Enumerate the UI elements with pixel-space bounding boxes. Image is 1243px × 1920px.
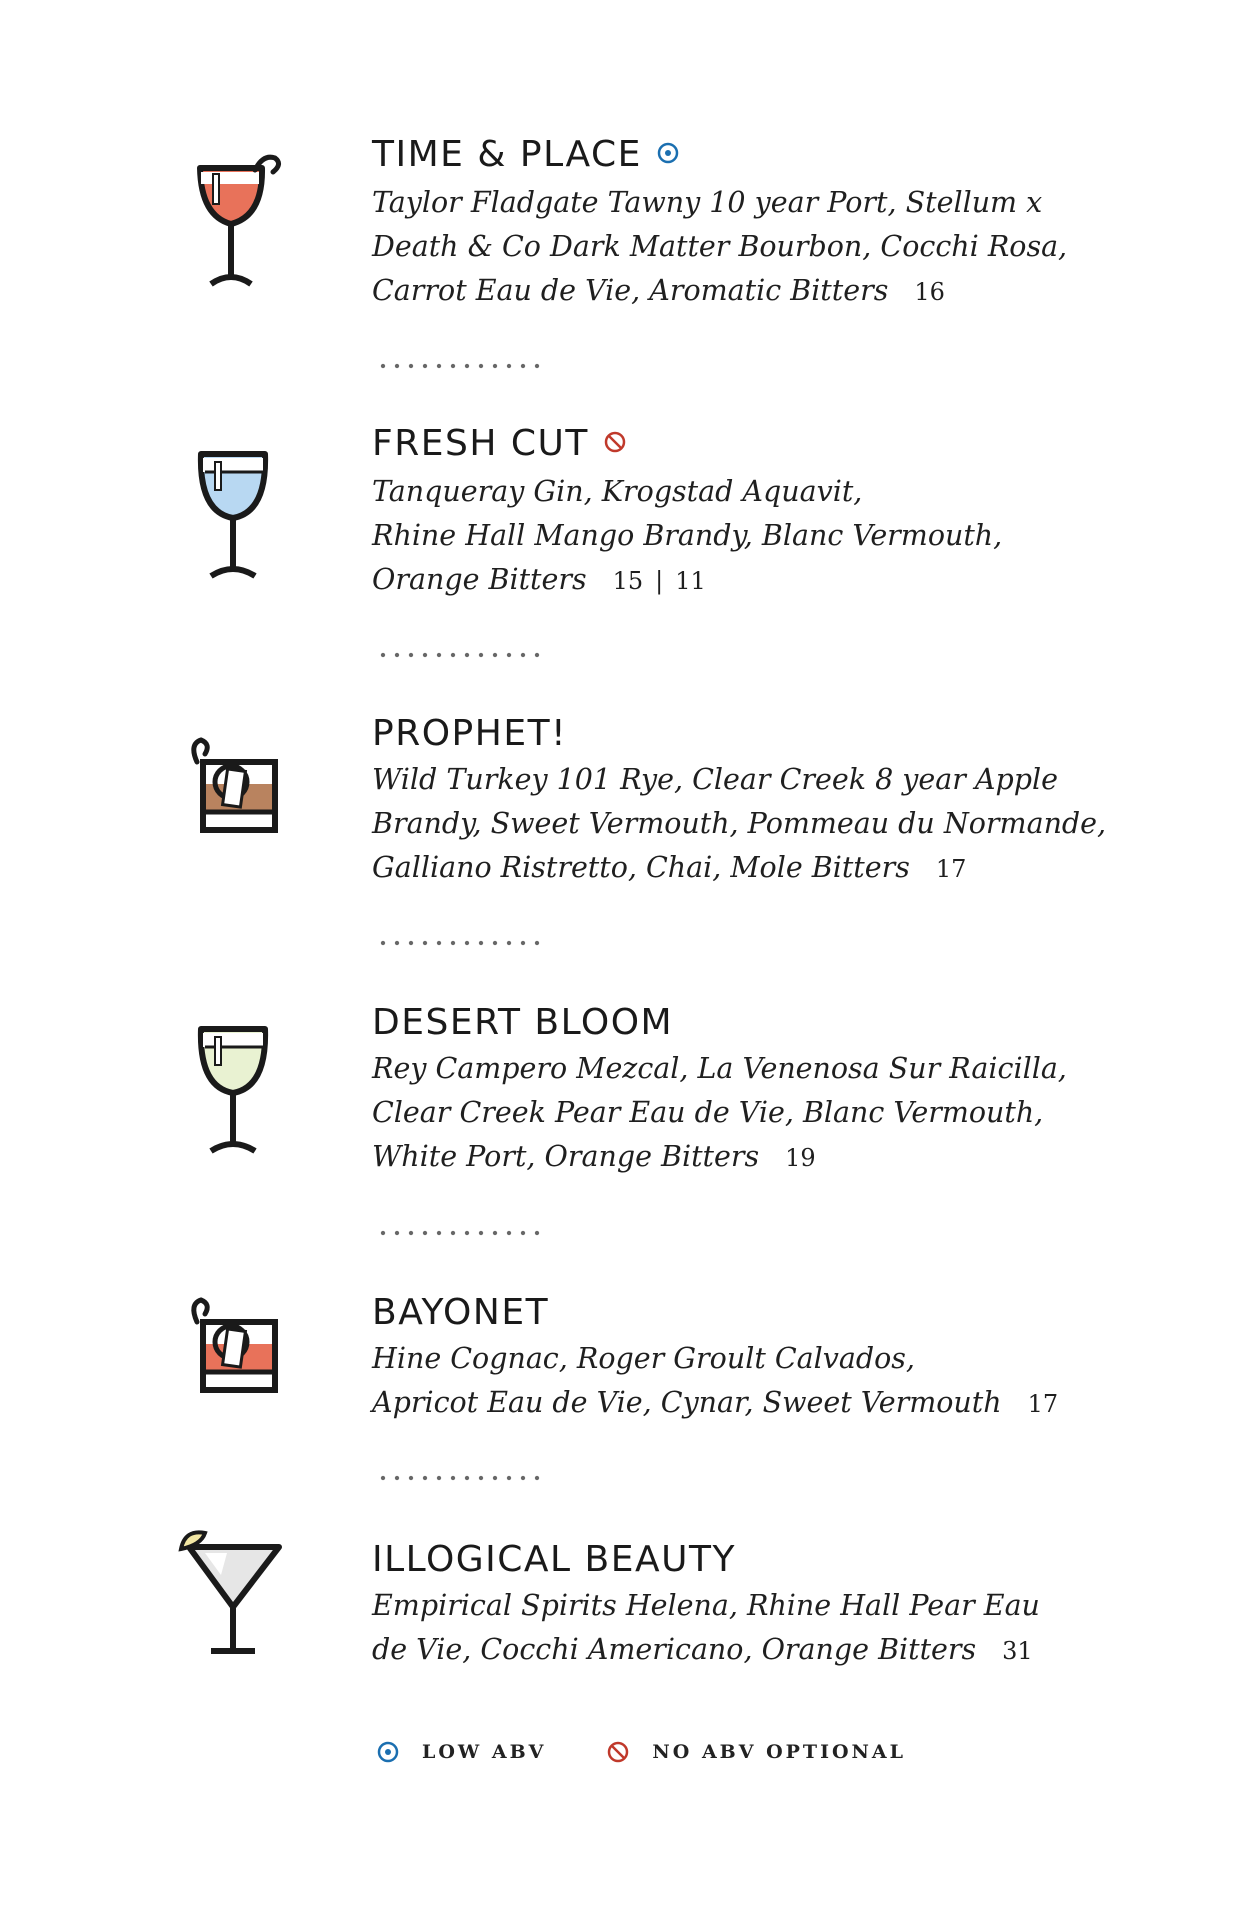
rocks-glass-icon: [175, 1292, 295, 1432]
legend-no-abv-label: NO ABV OPTIONAL: [652, 1741, 906, 1763]
cocktail-ingredients: Rey Campero Mezcal, La Venenosa Sur Raicilla, Clear Creek Pear Eau de Vie, Blanc Vermouth, White Port, Orange Bitters 19: [372, 1052, 1067, 1173]
dotted-divider: [376, 363, 541, 369]
cocktail-name: PROPHET!: [372, 713, 568, 754]
martini-glass-icon: [175, 1515, 295, 1655]
cocktail-name: ILLOGICAL BEAUTY: [372, 1539, 736, 1580]
price: 19: [785, 1144, 816, 1172]
cocktail-ingredients: Wild Turkey 101 Rye, Clear Creek 8 year Apple Brandy, Sweet Vermouth, Pommeau du Normande, Galliano Ristretto, Chai, Mole Bitters 17: [372, 763, 1107, 884]
dotted-divider: [376, 1230, 541, 1236]
rocks-glass-icon: [175, 732, 295, 872]
no-abv-icon: [603, 430, 627, 454]
dotted-divider: [376, 652, 541, 658]
cocktail-name: BAYONET: [372, 1292, 550, 1333]
wine-glass-icon: [175, 1015, 295, 1155]
coupe-glass-garnish-icon: [175, 148, 295, 288]
legend-low-abv: [376, 1740, 546, 1764]
abv-legend: [376, 1740, 966, 1764]
legend-low-abv-label: LOW ABV: [422, 1741, 547, 1763]
legend-no-abv: [606, 1740, 906, 1764]
price: 15 | 11: [612, 567, 706, 595]
cocktail-ingredients: Empirical Spirits Helena, Rhine Hall Pear Eau de Vie, Cocchi Americano, Orange Bitters 31: [372, 1589, 1040, 1666]
cocktail-ingredients: Tanqueray Gin, Krogstad Aquavit, Rhine Hall Mango Brandy, Blanc Vermouth, Orange Bitters 15 | 11: [372, 475, 1003, 596]
price: 17: [1027, 1390, 1059, 1418]
dotted-divider: [376, 940, 541, 946]
dotted-divider: [376, 1475, 541, 1481]
low-abv-icon: [656, 141, 680, 165]
low-abv-icon: [376, 1740, 400, 1764]
no-abv-icon: [606, 1740, 630, 1764]
price: 31: [1002, 1637, 1033, 1665]
price: 16: [914, 278, 945, 306]
cocktail-ingredients: Taylor Fladgate Tawny 10 year Port, Stellum x Death & Co Dark Matter Bourbon, Cocchi Rosa, Carrot Eau de Vie, Aromatic Bitters 16: [372, 186, 1068, 307]
cocktail-ingredients: Hine Cognac, Roger Groult Calvados, Apricot Eau de Vie, Cynar, Sweet Vermouth 17: [372, 1342, 1059, 1419]
wine-glass-icon: [175, 440, 295, 580]
cocktail-name: FRESH CUT: [372, 423, 589, 464]
cocktail-name: DESERT BLOOM: [372, 1002, 674, 1043]
price: 17: [935, 855, 967, 883]
cocktail-name: TIME & PLACE: [372, 134, 642, 175]
